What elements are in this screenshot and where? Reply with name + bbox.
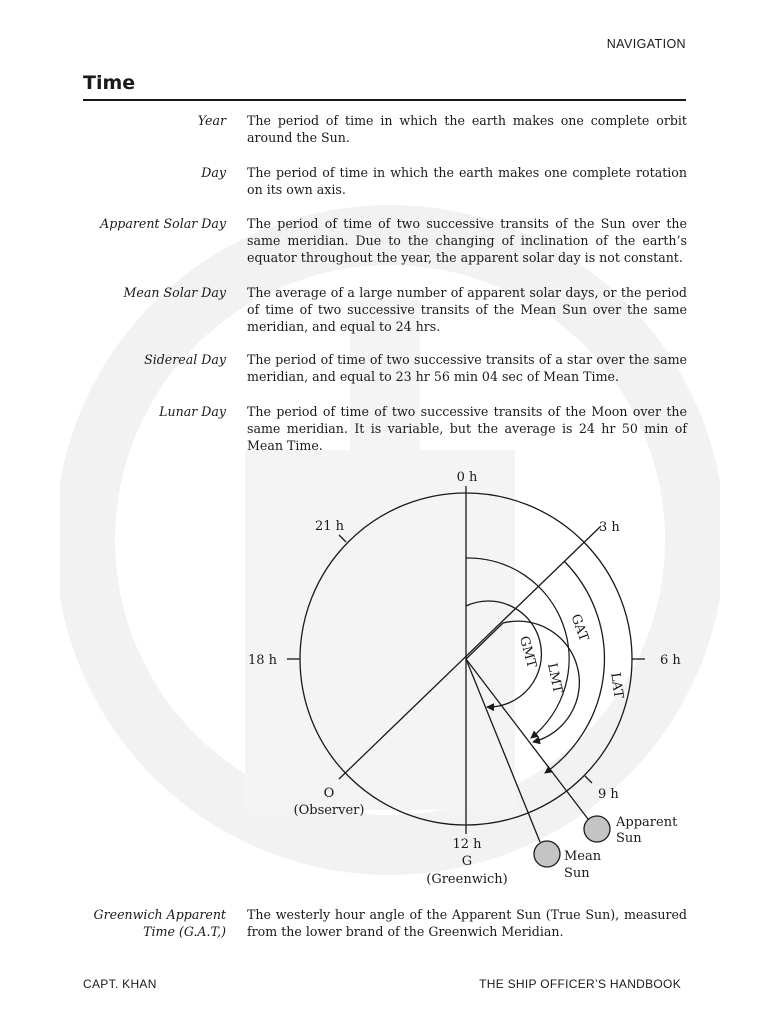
label-lat: LAT [607,671,626,700]
label-0h: 0 h [456,470,478,485]
definition-term: Year [197,113,226,128]
definition-text: The period of time of two successive transits of a star over the same meridian, and equal to 23 hr 56 min 04 sec of Mean Time. [247,352,687,384]
mean-sun-line [466,659,540,842]
observer-meridian-line [339,526,601,779]
apparent-sun-line [466,659,588,819]
label-6h: 6 h [660,653,681,668]
label-gmt: GMT [515,634,539,670]
definition-term: Day [201,165,226,180]
tick-9h [585,776,592,783]
label-observer: (Observer) [293,803,365,818]
label-9h: 9 h [598,787,619,802]
label-apparent-sun-1: Apparent [616,815,678,830]
label-3h: 3 h [599,520,620,535]
definition-text: The period of time of two successive transits of the Moon over the same meridian. It is variable, but the average is 24 hr 50 min of Mean Time. [247,404,687,453]
definition-text: The period of time of two successive transits of the Sun over the same meridian. Due to the changing of inclination of the earth’s equator throughout the year, the apparent solar day is not constant. [247,216,687,265]
footer-book-title: THE SHIP OFFICER’S HANDBOOK [479,977,681,991]
title-divider [83,99,686,101]
label-greenwich-g: G [461,854,473,869]
label-greenwich: (Greenwich) [426,872,508,887]
footer-author: CAPT. KHAN [83,977,157,991]
label-18h: 18 h [248,653,278,668]
definition-term: Apparent Solar Day [100,216,226,231]
tick-21h [339,535,346,542]
label-observer-o: O [323,786,335,801]
definition-text: The westerly hour angle of the Apparent Sun (True Sun), measured from the lower brand of the Greenwich Meridian. [247,907,687,939]
label-21h: 21 h [315,519,345,534]
label-12h: 12 h [452,837,482,852]
mean-sun-icon [534,841,560,867]
definition-term: Lunar Day [159,404,226,419]
apparent-sun-icon [584,816,610,842]
label-gat: GAT [567,612,592,644]
definition-text: The period of time in which the earth makes one complete orbit around the Sun. [247,113,687,145]
definition-text: The period of time in which the earth makes one complete rotation on its own axis. [247,165,687,197]
definition-term: Sidereal Day [144,352,226,367]
label-mean-sun-1: Mean [564,849,602,864]
definition-term: Mean Solar Day [123,285,226,300]
running-header: NAVIGATION [606,37,686,51]
page-title: Time [83,72,136,94]
definition-text: The average of a large number of apparent solar days, or the period of time of two successive transits of the Mean Sun over the same meridian, and equal to 24 hrs. [247,285,687,334]
label-apparent-sun-2: Sun [616,831,642,846]
gat-arc [466,558,569,738]
time-diagram [245,466,685,896]
label-lmt: LMT [543,661,565,695]
definition-term: Greenwich Apparent Time (G.A.T,) [93,907,226,939]
label-mean-sun-2: Sun [564,866,590,881]
